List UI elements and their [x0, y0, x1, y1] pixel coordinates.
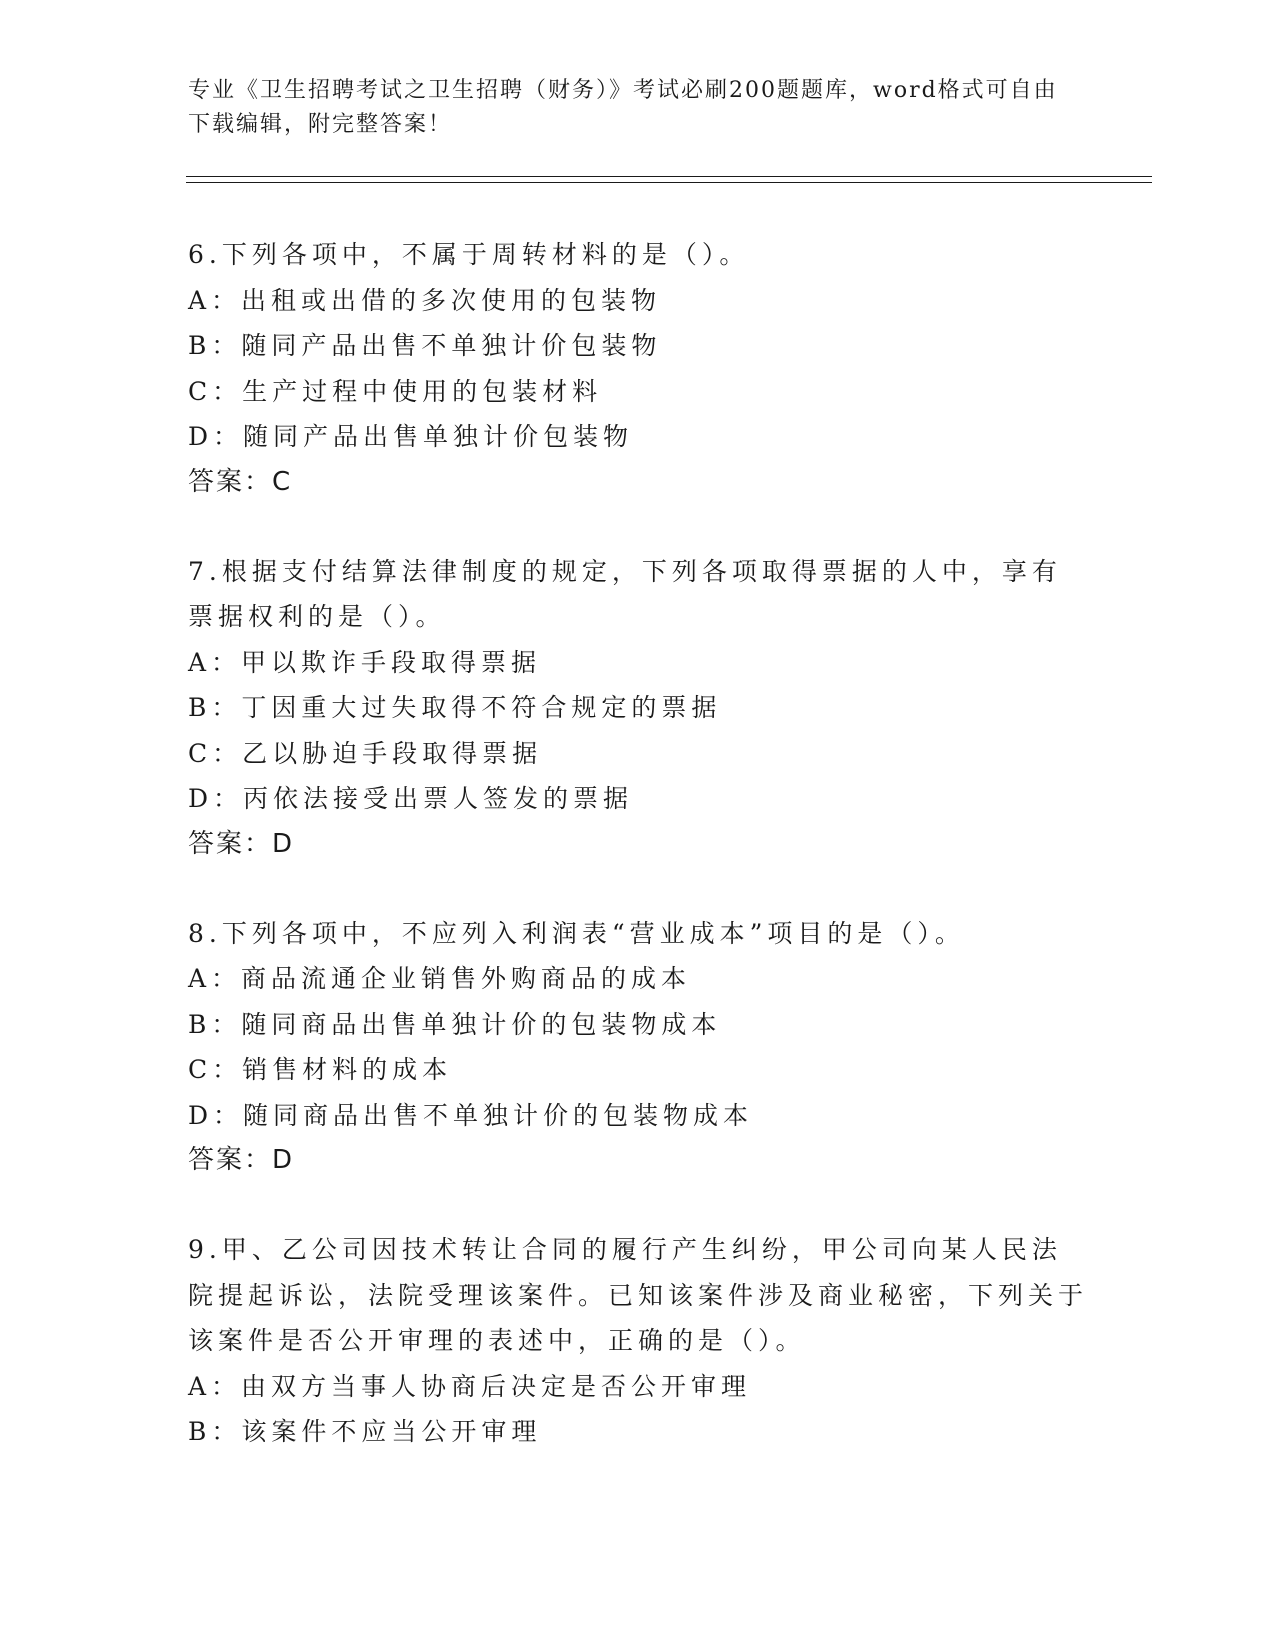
option-c: C：乙以胁迫手段取得票据: [188, 738, 543, 768]
question-list: [188, 232, 1088, 1499]
question-text: 6.下列各项中，不属于周转材料的是（）。: [188, 240, 750, 269]
question-7: [188, 549, 1088, 867]
option-b: B：该案件不应当公开审理: [188, 1417, 542, 1446]
option-c: C：销售材料的成本: [188, 1055, 453, 1084]
question-text: 7.根据支付结算法律制度的规定，下列各项取得票据的人中，享有票据权利的是（）。: [188, 556, 1062, 631]
question-text: 8.下列各项中，不应列入利润表“营业成本”项目的是（）。: [188, 918, 965, 948]
question-8: [188, 911, 1088, 1184]
answer-line: 答案：D: [188, 828, 295, 859]
header-divider-bottom: [186, 182, 1152, 183]
document-header: 专业《卫生招聘考试之卫生招聘（财务）》考试必刷200题题库，word格式可自由下载编辑，附完整答案！: [188, 78, 1058, 137]
option-c: C：生产过程中使用的包装材料: [188, 376, 603, 406]
question-6: [188, 232, 1088, 505]
option-b: B：随同产品出售不单独计价包装物: [188, 331, 662, 360]
option-d: D：随同产品出售单独计价包装物: [188, 422, 634, 451]
option-a: A：商品流通企业销售外购商品的成本: [188, 964, 692, 993]
option-d: D：丙依法接受出票人签发的票据: [188, 784, 634, 813]
option-b: B：随同商品出售单独计价的包装物成本: [188, 1009, 722, 1039]
option-a: A：出租或出借的多次使用的包装物: [188, 285, 662, 315]
question-text: 9.甲、乙公司因技术转让合同的履行产生纠纷，甲公司向某人民法院提起诉讼，法院受理该案件。已知该案件涉及商业秘密，下列关于该案件是否公开审理的表述中，正确的是（）。: [188, 1235, 1089, 1355]
option-a: A：由双方当事人协商后决定是否公开审理: [188, 1371, 752, 1401]
question-9: [188, 1227, 1088, 1455]
answer-line: 答案：C: [188, 466, 293, 497]
option-d: D：随同商品出售不单独计价的包装物成本: [188, 1100, 754, 1130]
header-divider-top: [186, 176, 1152, 177]
option-b: B：丁因重大过失取得不符合规定的票据: [188, 693, 722, 722]
answer-line: 答案：D: [188, 1145, 295, 1175]
option-a: A：甲以欺诈手段取得票据: [188, 647, 542, 677]
